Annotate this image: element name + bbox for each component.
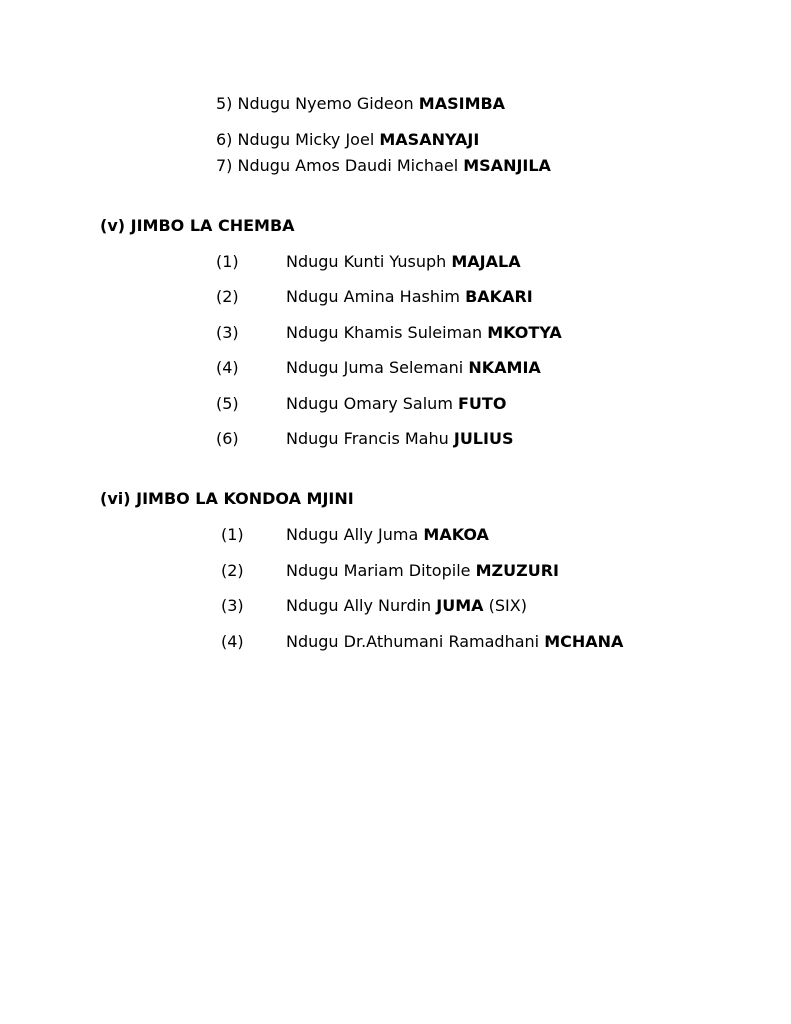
- item-surname: FUTO: [458, 394, 507, 413]
- item-name: Ndugu Khamis Suleiman: [286, 323, 483, 342]
- item-surname: BAKARI: [465, 287, 533, 306]
- item-surname: JULIUS: [453, 429, 514, 448]
- item-name: Ndugu Omary Salum: [286, 394, 453, 413]
- item-surname: MSANJILA: [463, 156, 551, 175]
- item-name: Ndugu Amos Daudi Michael: [237, 156, 459, 175]
- item-name: Ndugu Nyemo Gideon: [237, 94, 414, 113]
- item-surname: MZUZURI: [475, 561, 559, 580]
- item-name-line: [286, 429, 513, 449]
- item-number: (6): [216, 429, 239, 448]
- item-number: (1): [216, 252, 239, 271]
- item-number: (1): [221, 525, 244, 544]
- item-number: (5): [216, 394, 239, 413]
- item-name: Ndugu Juma Selemani: [286, 358, 464, 377]
- item-name-line: [286, 323, 562, 343]
- item-number: (3): [221, 596, 244, 615]
- item-number: (2): [216, 287, 239, 306]
- list-item: [216, 94, 505, 114]
- item-number: (4): [221, 632, 244, 651]
- item-surname: JUMA: [436, 596, 484, 615]
- item-name-line: [286, 596, 527, 616]
- item-number: (2): [221, 561, 244, 580]
- item-number: 7): [216, 156, 233, 175]
- item-name-line: [286, 287, 533, 307]
- item-name: Ndugu Ally Juma: [286, 525, 419, 544]
- item-name-line: [286, 394, 506, 414]
- item-name-line: [286, 561, 559, 581]
- item-surname: MCHANA: [544, 632, 624, 651]
- item-surname: MAJALA: [451, 252, 521, 271]
- item-name-line: [286, 358, 541, 378]
- item-surname: NKAMIA: [468, 358, 541, 377]
- item-number: 5): [216, 94, 233, 113]
- item-name: Ndugu Kunti Yusuph: [286, 252, 447, 271]
- item-name-line: [286, 525, 489, 545]
- section-heading-kondoa-mjini: (vi) JIMBO LA KONDOA MJINI: [100, 489, 354, 508]
- item-name: Ndugu Amina Hashim: [286, 287, 460, 306]
- item-surname: MKOTYA: [487, 323, 562, 342]
- item-name: Ndugu Micky Joel: [237, 130, 375, 149]
- item-name: Ndugu Mariam Ditopile: [286, 561, 471, 580]
- item-name: Ndugu Dr.Athumani Ramadhani: [286, 632, 540, 651]
- item-suffix: (SIX): [488, 596, 527, 615]
- item-name-line: [286, 632, 623, 652]
- list-item: [216, 130, 479, 150]
- item-number: (4): [216, 358, 239, 377]
- item-name: Ndugu Francis Mahu: [286, 429, 449, 448]
- section-heading-chemba: (v) JIMBO LA CHEMBA: [100, 216, 295, 235]
- item-surname: MASIMBA: [418, 94, 506, 113]
- list-item: [216, 156, 551, 176]
- item-number: (3): [216, 323, 239, 342]
- item-surname: MASANYAJI: [379, 130, 480, 149]
- item-number: 6): [216, 130, 233, 149]
- item-name-line: [286, 252, 521, 272]
- item-name: Ndugu Ally Nurdin: [286, 596, 432, 615]
- item-surname: MAKOA: [423, 525, 489, 544]
